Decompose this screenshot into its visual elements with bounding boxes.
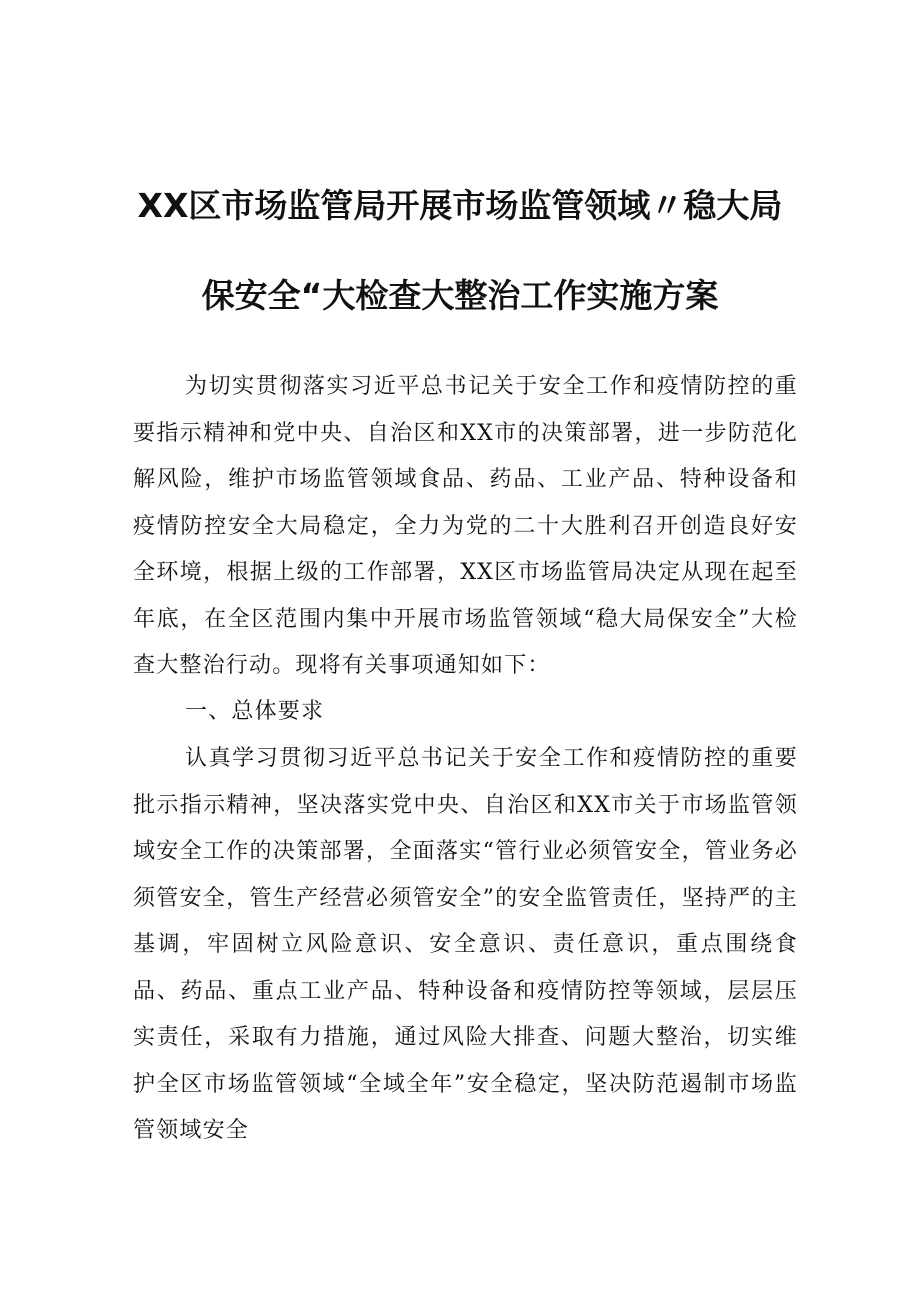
body-paragraph-2-block: [133, 736, 798, 1155]
document-title-line-1: XX区市场监管局开展市场监管领域〃稳大局: [137, 186, 783, 225]
section-heading-block: [133, 689, 798, 736]
body-paragraph-1: 为切实贯彻落实习近平总书记关于安全工作和疫情防控的重要指示精神和党中央、自治区和XX市的决策部署，进一步防范化解风险，维护市场监管领域食品、药品、工业产品、特种设备和疫情防控安全大局稳定，全力为党的二十大胜利召开创造良好安全环境，根据上级的工作部署，XX区市场监管局决定从现在起至年底，在全区范围内集中开展市场监管领域“稳大局保安全”大检查大整治行动。现将有关事项通知如下：: [133, 374, 798, 678]
body-paragraph-1-block: [133, 364, 798, 690]
section-heading-1: 一、总体要求: [185, 699, 325, 724]
body-paragraph-2: 认真学习贯彻习近平总书记关于安全工作和疫情防控的重要批示指示精神，坚决落实党中央、自治区和XX市关于市场监管领域安全工作的决策部署，全面落实“管行业必须管安全，管业务必须管安全，管生产经营必须管安全”的安全监管责任，坚持严的主基调，牢固树立风险意识、安全意识、责任意识，重点围绕食品、药品、重点工业产品、特种设备和疫情防控等领域，层层压实责任，采取有力措施，通过风险大排查、问题大整治，切实维护全区市场监管领域“全域全年”安全稳定，坚决防范遏制市场监管领域安全: [133, 746, 798, 1143]
document-title-line-2: 保安全“大检查大整治工作实施方案: [201, 276, 719, 315]
